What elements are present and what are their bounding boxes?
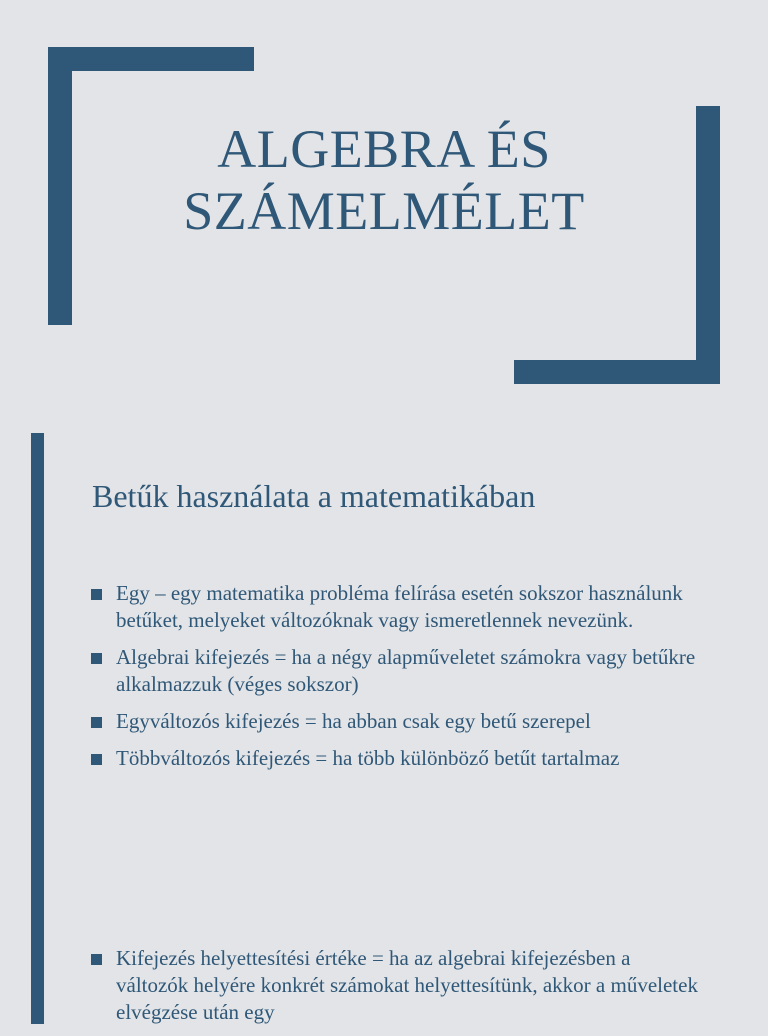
frame-top-left-horizontal: [48, 47, 254, 71]
lower-bullet-list: [90, 945, 700, 1036]
square-bullet-icon: [91, 717, 102, 728]
frame-top-left-vertical: [48, 47, 72, 325]
list-item: [90, 580, 700, 634]
slide-accent-bar: [31, 433, 44, 1024]
list-item-text: Algebrai kifejezés = ha a négy alapműveletet számokra vagy betűkre alkalmazzuk (véges sokszor): [116, 645, 696, 696]
title-line-2: SZÁMELMÉLET: [183, 181, 585, 241]
square-bullet-icon: [91, 954, 102, 965]
list-item-text: Többváltozós kifejezés = ha több különböző betűt tartalmaz: [116, 746, 620, 770]
list-item: [90, 945, 700, 1026]
list-item-text: Egy – egy matematika probléma felírása esetén sokszor használunk betűket, melyeket változóknak vagy ismeretlennek nevezünk.: [116, 581, 683, 632]
list-item-text: Egyváltozós kifejezés = ha abban csak egy betű szerepel: [116, 709, 591, 733]
square-bullet-icon: [91, 653, 102, 664]
slide-heading: Betűk használata a matematikában: [92, 478, 536, 514]
list-item: [90, 745, 700, 772]
square-bullet-icon: [91, 754, 102, 765]
list-item: [90, 708, 700, 735]
frame-bottom-right-vertical: [696, 106, 720, 384]
list-item-text: Kifejezés helyettesítési értéke = ha az algebrai kifejezésben a változók helyére konkrét számokat helyettesítünk, akkor a műveletek elvégzése után egy: [116, 946, 698, 1024]
frame-bottom-right-horizontal: [514, 360, 720, 384]
square-bullet-icon: [91, 589, 102, 600]
bullet-list: [90, 580, 700, 782]
title-line-1: ALGEBRA ÉS: [217, 119, 551, 179]
list-item: [90, 644, 700, 698]
page-title: [110, 118, 658, 242]
